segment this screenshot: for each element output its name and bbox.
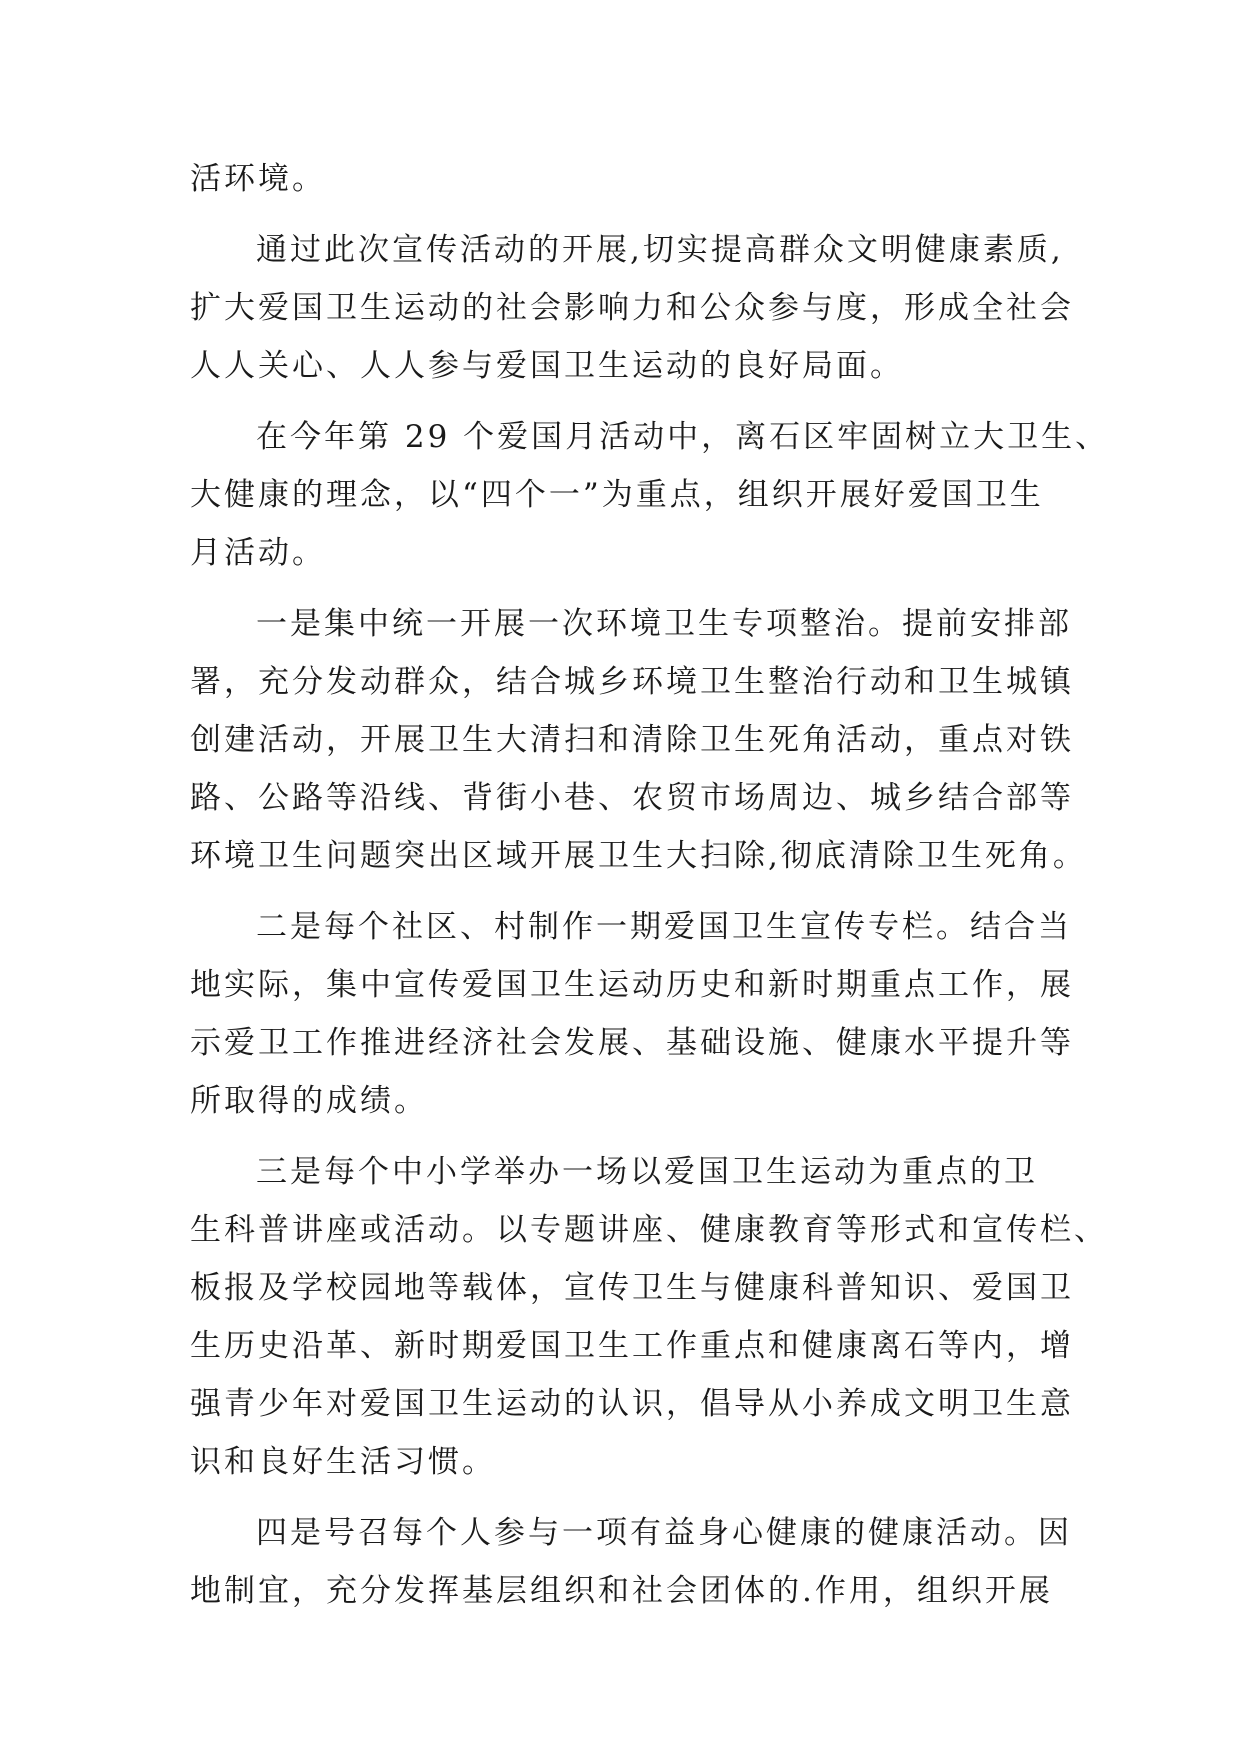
- paragraph-item-two: [190, 898, 1090, 1130]
- text-line: 月活动。: [190, 535, 326, 571]
- text-line: 示爱卫工作推进经济社会发展、基础设施、健康水平提升等: [190, 1025, 1074, 1061]
- text-line: 扩大爱国卫生运动的社会影响力和公众参与度，形成全社会: [190, 290, 1074, 326]
- paragraph-campaign-effect: [190, 221, 1090, 395]
- text-line: 所取得的成绩。: [190, 1083, 428, 1119]
- text-line: 生科普讲座或活动。以专题讲座、健康教育等形式和宣传栏、: [190, 1212, 1108, 1248]
- text-line: 地制宜，充分发挥基层组织和社会团体的.作用，组织开展: [190, 1573, 1053, 1609]
- paragraph-item-four: [190, 1504, 1090, 1620]
- text-line: 板报及学校园地等载体，宣传卫生与健康科普知识、爱国卫: [190, 1270, 1074, 1306]
- text-line: 环境卫生问题突出区域开展卫生大扫除,彻底清除卫生死角。: [190, 838, 1087, 874]
- text-line: 识和良好生活习惯。: [190, 1444, 496, 1480]
- text-line: 一是集中统一开展一次环境卫生专项整治。提前安排部: [256, 606, 1072, 642]
- text-line: 地实际，集中宣传爱国卫生运动历史和新时期重点工作，展: [190, 967, 1074, 1003]
- paragraph-item-one: [190, 595, 1090, 885]
- text-line: 生历史沿革、新时期爱国卫生工作重点和健康离石等内，增: [190, 1328, 1074, 1364]
- text-line: 创建活动，开展卫生大清扫和清除卫生死角活动，重点对铁: [190, 722, 1074, 758]
- text-line: 活环境。: [190, 161, 326, 197]
- text-line: 在今年第 29 个爱国月活动中，离石区牢固树立大卫生、: [256, 419, 1110, 455]
- text-line: 路、公路等沿线、背街小巷、农贸市场周边、城乡结合部等: [190, 780, 1074, 816]
- text-line: 四是号召每个人参与一项有益身心健康的健康活动。因: [256, 1515, 1072, 1551]
- text-line: 署，充分发动群众，结合城乡环境卫生整治行动和卫生城镇: [190, 664, 1074, 700]
- document-body: [190, 150, 1110, 1620]
- paragraph-continuation: [190, 150, 1090, 208]
- text-line: 二是每个社区、村制作一期爱国卫生宣传专栏。结合当: [256, 909, 1072, 945]
- text-line: 大健康的理念，以“四个一”为重点，组织开展好爱国卫生: [190, 477, 1044, 513]
- text-line: 强青少年对爱国卫生运动的认识，倡导从小养成文明卫生意: [190, 1386, 1074, 1422]
- paragraph-item-three: [190, 1143, 1108, 1491]
- text-line: 人人关心、人人参与爱国卫生运动的良好局面。: [190, 348, 904, 384]
- paragraph-patriotic-month: [190, 408, 1110, 582]
- text-line: 通过此次宣传活动的开展,切实提高群众文明健康素质,: [256, 232, 1064, 268]
- text-line: 三是每个中小学举办一场以爱国卫生运动为重点的卫: [256, 1154, 1038, 1190]
